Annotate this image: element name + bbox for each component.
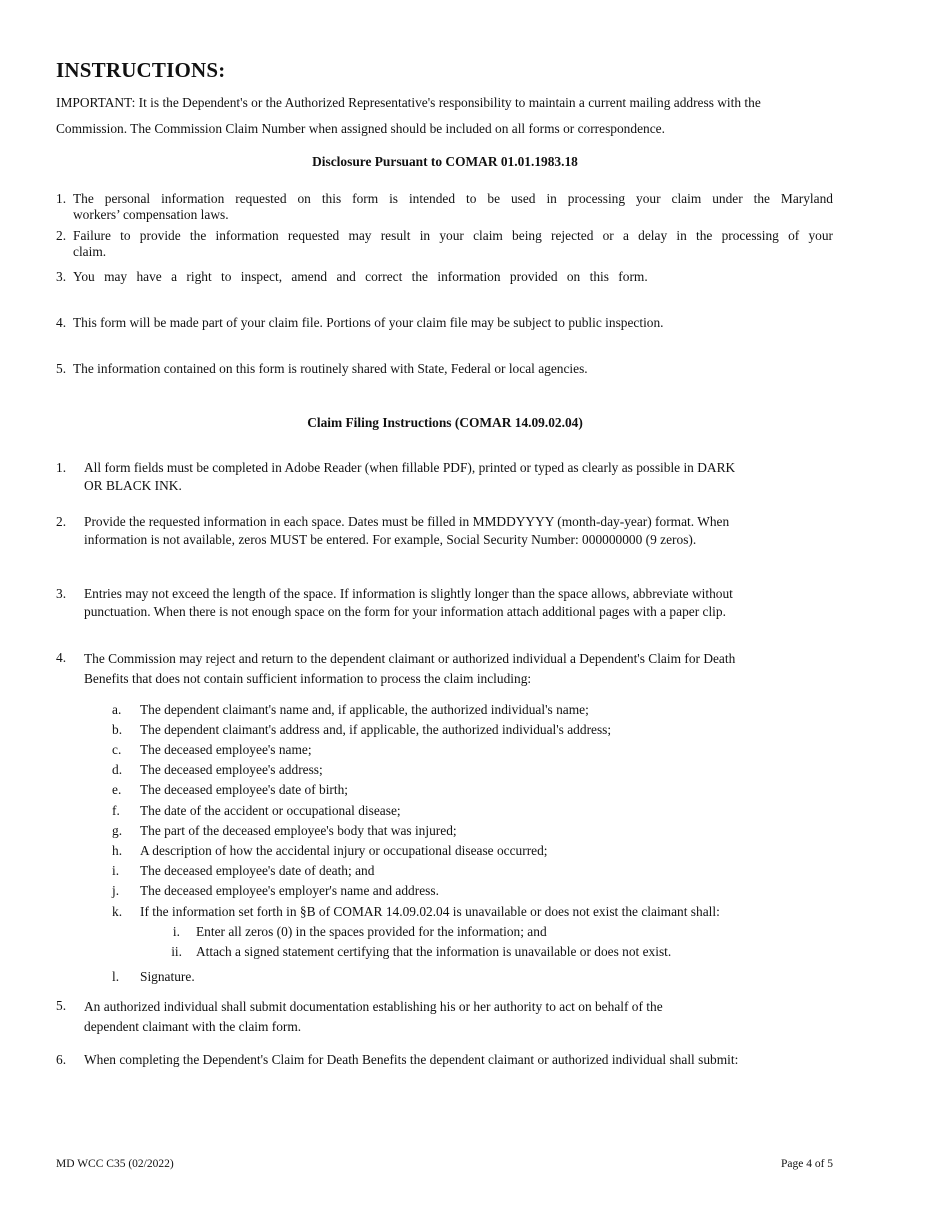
item-text: All form fields must be completed in Adobe Reader (when fillable PDF), printed or typed as clearly as possible in DARK [84, 460, 736, 475]
sub-item-text: The deceased employee's name; [140, 742, 312, 757]
item-text-continued: punctuation. When there is not enough space on the form for your information attach additional pages with a paper clip. [84, 604, 726, 619]
item-text: The information contained on this form is routinely shared with State, Federal or local agencies. [73, 361, 588, 376]
sub-item-text: The deceased employee's date of birth; [140, 782, 349, 797]
item-text: This form will be made part of your claim file. Portions of your claim file may be subject to public inspection. [73, 315, 664, 330]
sub-item-letter: d. [112, 762, 123, 777]
sub-item-letter: f. [112, 803, 120, 818]
roman-item-number: ii. [171, 944, 182, 959]
roman-item-text: Enter all zeros (0) in the spaces provided for the information; and [196, 924, 547, 939]
item-number: 5. [56, 361, 67, 376]
item-number: 1. [56, 191, 67, 206]
item-text: Failure to provide the information requested may result in your claim being rejected or a delay in the processing of your [73, 228, 833, 243]
item-number: 6. [56, 1052, 67, 1067]
item-number: 2. [56, 228, 67, 243]
item-number: 4. [56, 315, 67, 330]
sub-item-letter: j. [112, 883, 120, 898]
page-number-footer: Page 4 of 5 [781, 1158, 834, 1170]
sub-item-text: The deceased employee's employer's name and address. [140, 883, 439, 898]
item-number: 2. [56, 514, 67, 529]
item-text: Entries may not exceed the length of the space. If information is slightly longer than the space allows, abbreviate without [84, 586, 733, 601]
sub-item-letter: a. [112, 702, 122, 717]
roman-item-text: Attach a signed statement certifying that the information is unavailable or does not exist. [196, 944, 672, 959]
sub-item-letter: c. [112, 742, 122, 757]
sub-item-letter: h. [112, 843, 123, 858]
item-number: 3. [56, 586, 67, 601]
item-text: The Commission may reject and return to the dependent claimant or authorized individual a Dependent's Claim for Death [84, 651, 736, 666]
sub-item-letter: g. [112, 823, 123, 838]
roman-item-number: i. [172, 924, 180, 939]
sub-item-letter: e. [112, 782, 122, 797]
item-text-continued: Benefits that does not contain sufficient information to process the claim including: [84, 671, 532, 686]
item-number: 5. [56, 998, 67, 1013]
claim-filing-heading: Claim Filing Instructions (COMAR 14.09.02.04) [307, 415, 583, 430]
item-text-continued: OR BLACK INK. [84, 478, 182, 493]
sub-item-text: The part of the deceased employee's body that was injured; [140, 823, 457, 838]
important-notice-line-1: IMPORTANT: It is the Dependent's or the Authorized Representative's responsibility to maintain a current mailing address with the [56, 95, 761, 110]
sub-item-text: The dependent claimant's address and, if applicable, the authorized individual's address; [140, 722, 612, 737]
item-text-continued: dependent claimant with the claim form. [84, 1019, 302, 1034]
sub-item-text: Signature. [140, 969, 195, 984]
item-text: An authorized individual shall submit documentation establishing his or her authority to act on behalf of the [84, 999, 663, 1014]
sub-item-letter: b. [112, 722, 123, 737]
item-text-continued: workers’ compensation laws. [73, 207, 229, 222]
important-notice-line-2: Commission. The Commission Claim Number when assigned should be included on all forms or correspondence. [56, 121, 665, 136]
sub-item-text: If the information set forth in §B of COMAR 14.09.02.04 is unavailable or does not exist the claimant shall: [140, 904, 720, 919]
item-number: 1. [56, 460, 67, 475]
item-text: When completing the Dependent's Claim for Death Benefits the dependent claimant or authorized individual shall submit: [84, 1052, 739, 1067]
item-text-continued: information is not available, zeros MUST be entered. For example, Social Security Number: 000000000 (9 zeros). [84, 532, 697, 547]
sub-item-letter: l. [112, 969, 120, 984]
disclosure-heading: Disclosure Pursuant to COMAR 01.01.1983.18 [312, 154, 578, 169]
item-number: 3. [56, 269, 67, 284]
item-number: 4. [56, 650, 67, 665]
sub-item-text: The dependent claimant's name and, if applicable, the authorized individual's name; [140, 702, 589, 717]
item-text-continued: claim. [73, 244, 107, 259]
item-text: You may have a right to inspect, amend and correct the information provided on this form. [73, 269, 648, 284]
sub-item-letter: k. [112, 904, 123, 919]
form-id-footer: MD WCC C35 (02/2022) [56, 1158, 174, 1170]
item-text: Provide the requested information in each space. Dates must be filled in MMDDYYYY (month-day-year) format. When [84, 514, 730, 529]
sub-item-text: The date of the accident or occupational disease; [140, 803, 401, 818]
sub-item-letter: i. [112, 863, 120, 878]
sub-item-text: The deceased employee's address; [140, 762, 323, 777]
sub-item-text: The deceased employee's date of death; and [140, 863, 375, 878]
page-title: INSTRUCTIONS: [56, 58, 226, 82]
sub-item-text: A description of how the accidental injury or occupational disease occurred; [140, 843, 548, 858]
item-text: The personal information requested on this form is intended to be used in processing your claim under the Maryland [73, 191, 833, 206]
